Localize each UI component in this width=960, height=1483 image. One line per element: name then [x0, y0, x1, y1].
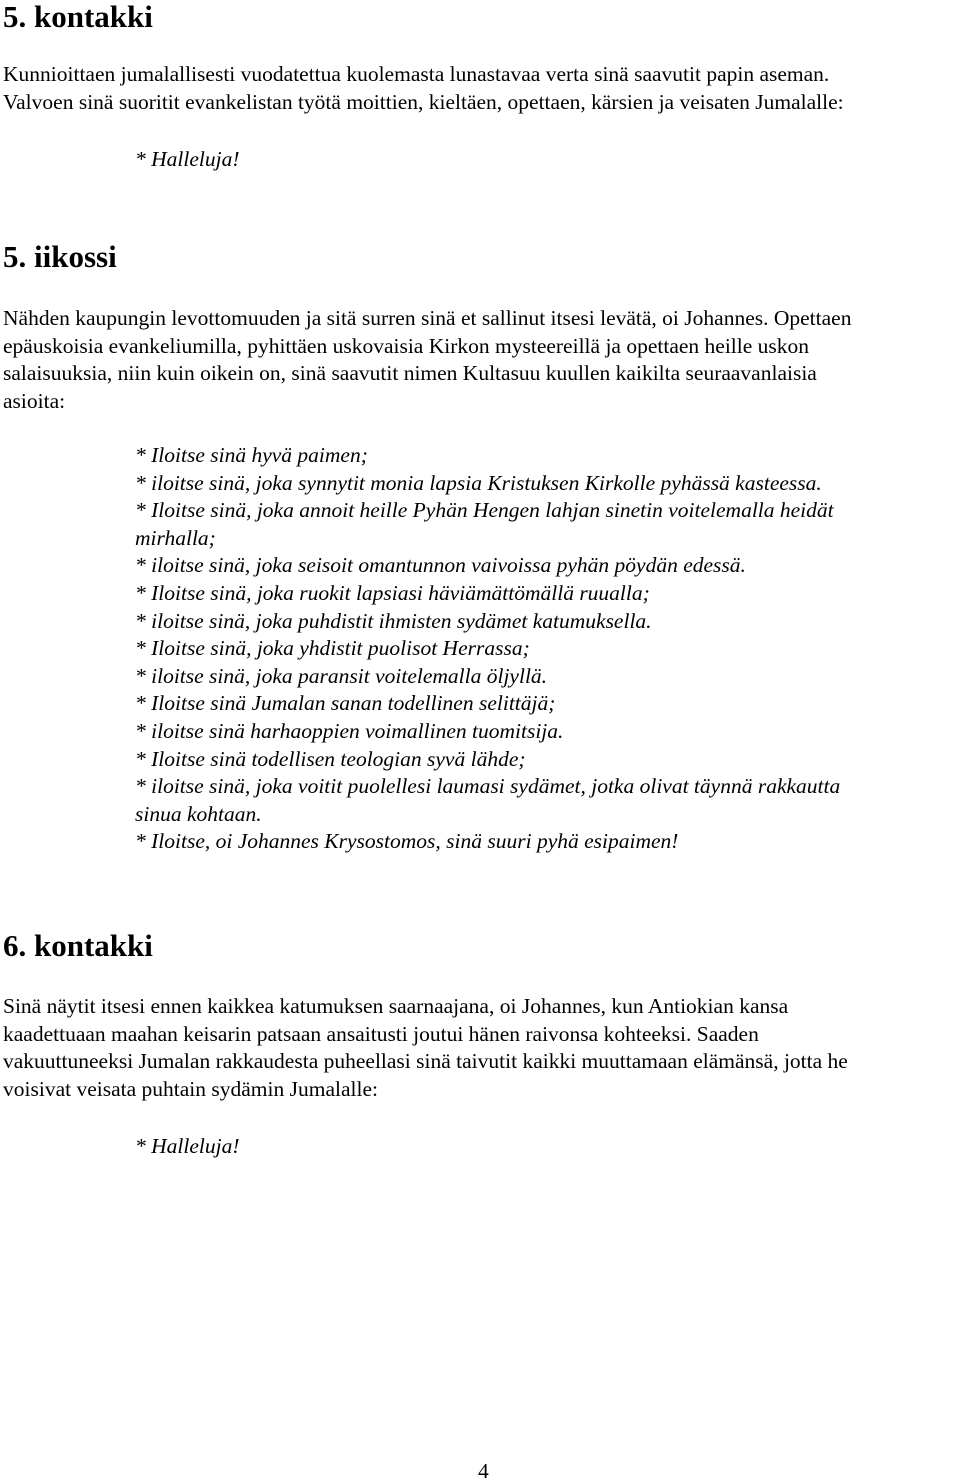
verse-line: * Iloitse sinä, joka annoit heille Pyhän Hengen lahjan sinetin voitelemalla heidät [135, 498, 834, 523]
paragraph-line: Kunnioittaen jumalallisesti vuodatettua kuolemasta lunastavaa verta sinä saavutit papin aseman. [3, 62, 830, 86]
verse-line: * Iloitse sinä, joka ruokit lapsiasi häviämättömällä ruualla; [135, 580, 650, 605]
paragraph-line: voisivat veisata puhtain sydämin Jumalalle: [3, 1076, 378, 1101]
verse-line: * Iloitse sinä hyvä paimen; [135, 443, 368, 467]
verse-line: * iloitse sinä, joka paransit voitelemalla öljyllä. [135, 663, 548, 688]
section-heading-kontakki-5: 5. kontakki [3, 0, 153, 34]
verse-line: mirhalla; [135, 525, 216, 550]
paragraph-line: asioita: [3, 388, 66, 413]
verse-line: * Iloitse, oi Johannes Krysostomos, sinä suuri pyhä esipaimen! [135, 829, 679, 854]
ikos-5-verses [135, 442, 840, 856]
verse-line: * iloitse sinä, joka voitit puolellesi laumasi sydämet, jotka olivat täynnä rakkautta [135, 774, 841, 799]
verse-line: sinua kohtaan. [135, 801, 262, 826]
paragraph-line: Valvoen sinä suoritit evankelistan työtä moittien, kieltäen, opettaen, kärsien ja veisaten Jumalalle: [3, 89, 844, 114]
verse-line: * iloitse sinä, joka synnytit monia lapsia Kristuksen Kirkolle pyhässä kasteessa. [135, 470, 822, 495]
verse-line: * Iloitse sinä todellisen teologian syvä lähde; [135, 746, 526, 771]
kontakki-5-paragraph [3, 61, 959, 116]
kontakki-6-paragraph [3, 993, 959, 1103]
paragraph-line: Sinä näytit itsesi ennen kaikkea katumuksen saarnaajana, oi Johannes, kun Antiokian kansa [3, 994, 789, 1018]
page-number: 4 [478, 1459, 489, 1483]
ikos-5-paragraph [3, 305, 959, 415]
section-heading-ikos-5: 5. iikossi [3, 239, 117, 274]
verse-line: * iloitse sinä, joka seisoit omantunnon vaivoissa pyhän pöydän edessä. [135, 553, 746, 578]
verse-line: * Iloitse sinä, joka yhdistit puolisot Herrassa; [135, 636, 530, 661]
paragraph-line: epäuskoisia evankeliumilla, pyhittäen uskovaisia Kirkon mysteereillä ja opettaen heille uskon [3, 333, 810, 358]
paragraph-line: salaisuuksia, niin kuin oikein on, sinä saavutit nimen Kultasuu kuullen kaikilta seuraavanlaisia [3, 361, 817, 386]
paragraph-line: vakuuttuneeksi Jumalan rakkaudesta puheellasi sinä taivutit kaikki muuttamaan elämänsä, jotta he [3, 1049, 848, 1074]
kontakki-5-refrain: * Halleluja! [135, 147, 240, 171]
verse-line: * iloitse sinä, joka puhdistit ihmisten sydämet katumuksella. [135, 608, 652, 633]
paragraph-line: Nähden kaupungin levottomuuden ja sitä surren sinä et sallinut itsesi levätä, oi Johannes. Opettaen [3, 306, 852, 330]
kontakki-6-refrain: * Halleluja! [135, 1134, 240, 1158]
section-heading-kontakki-6: 6. kontakki [3, 928, 153, 963]
paragraph-line: kaadettuaan maahan keisarin patsaan ansaitusti joutui hänen raivonsa kohteeksi. Saaden [3, 1021, 759, 1046]
verse-line: * iloitse sinä harhaoppien voimallinen tuomitsija. [135, 718, 564, 743]
verse-line: * Iloitse sinä Jumalan sanan todellinen selittäjä; [135, 691, 556, 716]
